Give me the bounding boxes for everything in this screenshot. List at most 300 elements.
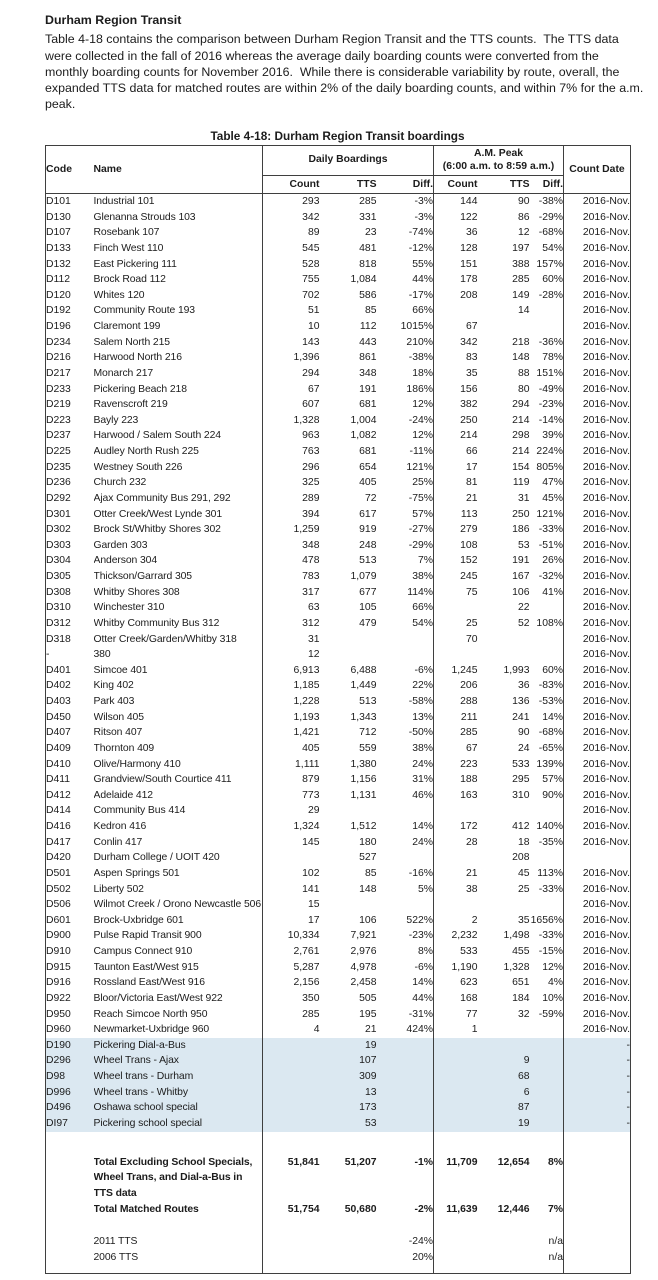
cell-name: Olive/Harmony 410 — [93, 758, 181, 770]
cell-count-date: 2016-Nov. — [564, 710, 631, 726]
cell-am-tts: 106 — [512, 586, 530, 598]
cell-daily-count: 317 — [263, 585, 320, 601]
cell-count-date: 2016-Nov. — [564, 319, 631, 335]
table-body — [46, 194, 631, 1274]
cell-name: Simcoe 401 — [93, 664, 148, 676]
cell-count-date: 2016-Nov. — [564, 757, 631, 773]
col-header-daily-tts: TTS — [320, 176, 377, 194]
cell-name: 2011 TTS — [93, 1236, 138, 1247]
cell-am-tts: 1,993 — [503, 664, 530, 676]
cell-name: Harwood North 216 — [93, 352, 182, 364]
cell-daily-count: 296 — [263, 460, 320, 476]
cell-am-diff: -28% — [538, 289, 563, 301]
cell-am-tts: 68 — [478, 1069, 530, 1085]
cell-am-count — [434, 1132, 478, 1154]
cell-name — [94, 1265, 263, 1274]
cell-daily-tts: 107 — [320, 1053, 377, 1069]
cell-am-diff — [530, 850, 564, 866]
cell-am-tts: 88 — [517, 367, 530, 379]
cell-name: Wilson 405 — [93, 711, 144, 723]
cell-count-date: - — [564, 1053, 631, 1069]
table-row — [46, 288, 631, 304]
cell-count-date: 2016-Nov. — [564, 507, 631, 523]
cell-daily-tts: 248 — [359, 539, 377, 551]
cell-count-date: 2016-Nov. — [564, 475, 631, 491]
col-header-name: Name — [94, 146, 263, 194]
cell-daily-diff: 7% — [417, 555, 433, 567]
cell-count-date: - — [564, 1116, 631, 1132]
cell-count-date: 2016-Nov. — [564, 788, 631, 804]
cell-am-count: 70 — [434, 632, 478, 648]
cell-am-diff: -65% — [538, 742, 563, 754]
cell-name: Wilmot Creek / Orono Newcastle 506 — [93, 899, 262, 911]
cell-daily-tts: 1,131 — [350, 789, 377, 801]
cell-am-tts: 149 — [512, 289, 530, 301]
cell-daily-count — [263, 1132, 320, 1154]
cell-count-date: 2016-Nov. — [564, 678, 631, 694]
cell-daily-tts: 4,978 — [350, 961, 377, 973]
cell-am-tts: 295 — [512, 774, 530, 786]
table-row — [46, 257, 631, 273]
cell-count-date: 2016-Nov. — [564, 366, 631, 382]
cell-daily-diff: 210% — [406, 336, 433, 348]
cell-daily-tts: 7,921 — [350, 930, 377, 942]
cell-am-diff: 60% — [542, 664, 563, 676]
cell-daily-count: 102 — [263, 866, 320, 882]
cell-count-date: 2016-Nov. — [564, 553, 631, 569]
cell-daily-tts: 6,488 — [350, 664, 377, 676]
cell-count-date: 2016-Nov. — [564, 428, 631, 444]
cell-daily-diff: -6% — [414, 664, 433, 676]
cell-am-count: 1,190 — [434, 960, 478, 976]
cell-am-diff: 139% — [536, 758, 563, 770]
cell-am-tts: 90 — [517, 727, 530, 739]
cell-am-diff: 60% — [542, 274, 563, 286]
cell-am-count: 172 — [434, 819, 478, 835]
cell-am-tts: 90 — [517, 196, 530, 207]
table-row — [46, 241, 631, 257]
cell-am-diff — [530, 1022, 564, 1038]
cell-daily-diff: -17% — [408, 289, 433, 301]
cell-am-diff: -29% — [538, 211, 563, 223]
cell-daily-tts: 861 — [359, 352, 377, 364]
table-row — [46, 491, 631, 507]
cell-am-diff: 1656% — [530, 914, 563, 926]
cell-am-tts: 19 — [478, 1116, 530, 1132]
cell-daily-tts: 1,343 — [350, 711, 377, 723]
cell-am-diff: -15% — [538, 946, 563, 957]
cell-daily-tts — [320, 1234, 377, 1250]
cell-count-date: 2016-Nov. — [564, 616, 631, 632]
cell-am-tts: 294 — [512, 399, 530, 411]
cell-name — [94, 1218, 263, 1234]
cell-daily-count: 2,156 — [263, 975, 320, 991]
cell-daily-diff: 5% — [417, 883, 433, 895]
table-row — [46, 991, 631, 1007]
cell-name: Otter Creek/Garden/Whitby 318 — [93, 633, 237, 645]
table-row — [46, 460, 631, 476]
cell-code: D996 — [46, 1085, 94, 1101]
cell-am-diff: -33% — [538, 883, 563, 895]
cell-am-tts: 250 — [512, 508, 530, 520]
cell-am-diff: 4% — [547, 977, 563, 989]
cell-code: D502 — [46, 883, 71, 895]
cell-code: D318 — [46, 633, 71, 645]
cell-daily-diff: -23% — [408, 930, 433, 942]
cell-am-count: 623 — [434, 975, 478, 991]
cell-count-date: 2016-Nov. — [564, 569, 631, 585]
cell-am-count: 28 — [434, 835, 478, 851]
cell-count-date — [564, 850, 631, 866]
cell-am-tts: 87 — [478, 1100, 530, 1116]
cell-am-tts: 184 — [512, 992, 530, 1004]
cell-am-diff — [530, 1116, 564, 1132]
cell-am-diff: -38% — [538, 196, 563, 207]
cell-am-count: 17 — [434, 460, 478, 476]
cell-daily-diff — [377, 1038, 434, 1054]
cell-code: D403 — [46, 696, 71, 707]
cell-daily-diff: 12% — [412, 430, 433, 442]
cell-am-diff: 8% — [547, 1156, 563, 1168]
cell-am-diff: 7% — [547, 1204, 563, 1216]
cell-daily-count: 12 — [263, 647, 320, 663]
cell-name: Kedron 416 — [93, 821, 147, 832]
cell-am-tts — [478, 1132, 530, 1154]
am-peak-timespan: (6:00 a.m. to 8:59 a.m.) — [442, 160, 555, 172]
cell-daily-tts: 405 — [359, 477, 377, 489]
cell-daily-tts: 309 — [320, 1069, 377, 1085]
cell-daily-count: 342 — [263, 210, 320, 226]
cell-count-date: 2016-Nov. — [564, 741, 631, 757]
cell-daily-diff: -58% — [408, 696, 433, 707]
cell-count-date: 2016-Nov. — [564, 647, 631, 663]
table-row — [46, 1038, 631, 1054]
cell-code: D216 — [46, 352, 71, 364]
cell-am-count — [434, 1038, 478, 1054]
cell-am-tts: 412 — [512, 821, 530, 832]
cell-daily-count: 285 — [263, 1007, 320, 1023]
table-row — [46, 319, 631, 335]
cell-am-diff: 108% — [536, 617, 563, 629]
cell-daily-tts: 654 — [359, 461, 377, 473]
cell-daily-diff: 114% — [407, 586, 433, 598]
cell-daily-tts: 148 — [359, 883, 377, 895]
cell-daily-tts: 505 — [359, 992, 377, 1004]
cell-code: D450 — [46, 711, 71, 723]
cell-daily-count: 289 — [263, 491, 320, 507]
cell-code — [46, 1265, 94, 1274]
cell-daily-tts: 559 — [359, 742, 377, 754]
cell-am-diff: 47% — [542, 477, 563, 489]
cell-am-count: 2 — [434, 913, 478, 929]
cell-code: D915 — [46, 961, 71, 973]
cell-daily-count: 1,193 — [263, 710, 320, 726]
cell-code: D101 — [46, 196, 71, 207]
cell-count-date: 2016-Nov. — [564, 772, 631, 788]
cell-name: Total Matched Routes — [93, 1204, 199, 1216]
cell-am-diff — [530, 647, 564, 663]
cell-am-count — [434, 1085, 478, 1101]
cell-am-count: 285 — [434, 725, 478, 741]
cell-daily-count: 1,185 — [263, 678, 320, 694]
cell-daily-diff: -2% — [414, 1204, 433, 1216]
cell-count-date — [564, 1250, 631, 1266]
cell-count-date: 2016-Nov. — [564, 882, 631, 898]
table-row — [46, 428, 631, 444]
cell-code: D409 — [46, 742, 71, 754]
cell-daily-diff: 38% — [412, 742, 433, 754]
cell-count-date: 2016-Nov. — [564, 288, 631, 304]
cell-code: D308 — [46, 586, 71, 598]
cell-daily-tts — [320, 1132, 377, 1154]
cell-count-date: 2016-Nov. — [564, 413, 631, 429]
cell-daily-diff: 1015% — [400, 321, 433, 332]
cell-daily-count: 4 — [263, 1022, 320, 1038]
cell-daily-count: 2,761 — [263, 944, 320, 960]
cell-daily-tts: 13 — [320, 1085, 377, 1101]
cell-am-diff: -53% — [538, 696, 563, 707]
cell-daily-count: 143 — [263, 335, 320, 351]
cell-name: Whites 120 — [93, 289, 145, 301]
cell-name: Wheel trans - Durham — [94, 1069, 263, 1085]
cell-daily-tts: 21 — [364, 1024, 377, 1036]
table-row — [46, 694, 631, 710]
table-row — [46, 944, 631, 960]
cell-daily-tts — [320, 1250, 377, 1266]
cell-name: Rosebank 107 — [93, 227, 160, 239]
cell-daily-count: 1,328 — [263, 413, 320, 429]
cell-daily-diff: 522% — [406, 914, 433, 926]
cell-daily-diff: 66% — [412, 602, 433, 614]
cell-am-diff: -68% — [538, 227, 563, 239]
cell-am-count: 245 — [434, 569, 478, 585]
cell-am-diff — [530, 1069, 564, 1085]
cell-daily-count: 528 — [263, 257, 320, 273]
table-row — [46, 1007, 631, 1023]
cell-am-count: 342 — [434, 335, 478, 351]
cell-daily-diff — [377, 632, 434, 648]
cell-name: Grandview/South Courtice 411 — [93, 774, 232, 786]
cell-count-date: 2016-Nov. — [564, 210, 631, 226]
cell-am-tts: 32 — [517, 1008, 530, 1020]
cell-name: Pickering school special — [94, 1116, 263, 1132]
cell-daily-tts: 681 — [359, 446, 377, 457]
cell-count-date: 2016-Nov. — [564, 913, 631, 929]
cell-daily-diff: -31% — [408, 1008, 433, 1020]
cell-daily-count: 1,396 — [263, 350, 320, 366]
cell-code: D420 — [46, 852, 71, 864]
cell-am-diff: 805% — [536, 461, 563, 473]
cell-daily-count: 293 — [263, 194, 320, 210]
cell-name: Finch West 110 — [93, 242, 164, 254]
cell-daily-count: 31 — [263, 632, 320, 648]
table-row — [46, 616, 631, 632]
cell-daily-tts: 331 — [359, 211, 377, 223]
cell-am-tts: 298 — [512, 430, 530, 442]
cell-daily-count: 702 — [263, 288, 320, 304]
cell-am-diff: 39% — [542, 430, 563, 442]
cell-code: D130 — [46, 211, 71, 223]
cell-daily-diff — [377, 1100, 434, 1116]
table-row — [46, 366, 631, 382]
cell-name: Bloor/Victoria East/West 922 — [93, 992, 223, 1004]
cell-daily-count: 879 — [263, 772, 320, 788]
cell-name: Audley North Rush 225 — [93, 446, 199, 457]
table-row — [46, 928, 631, 944]
cell-am-count: 250 — [434, 413, 478, 429]
cell-count-date: 2016-Nov. — [564, 725, 631, 741]
cell-count-date: 2016-Nov. — [564, 272, 631, 288]
cell-am-count — [434, 1053, 478, 1069]
cell-name: Whitby Community Bus 312 — [93, 617, 220, 629]
spacer-row — [46, 1218, 631, 1234]
cell-daily-count: 545 — [263, 241, 320, 257]
cell-daily-count — [263, 1265, 320, 1274]
cell-daily-diff: -6% — [414, 961, 433, 973]
cell-am-count: 206 — [434, 678, 478, 694]
cell-name: Total Excluding School Specials, Wheel Trans, and Dial-a-Bus in TTS data — [93, 1156, 253, 1199]
cell-am-tts: 218 — [512, 336, 530, 348]
cell-am-count — [434, 647, 478, 663]
cell-am-tts: 9 — [478, 1053, 530, 1069]
cell-am-count: 382 — [434, 397, 478, 413]
cell-daily-diff: 186% — [406, 383, 433, 395]
cell-count-date: 2016-Nov. — [564, 241, 631, 257]
cell-code — [46, 1234, 94, 1250]
cell-daily-diff: 14% — [412, 821, 433, 832]
cell-count-date: 2016-Nov. — [564, 460, 631, 476]
cell-code: D98 — [46, 1069, 94, 1085]
cell-daily-count: 10,334 — [263, 928, 320, 944]
cell-am-tts: 52 — [517, 617, 530, 629]
cell-name: Reach Simcoe North 950 — [93, 1008, 208, 1020]
cell-name: Glenanna Strouds 103 — [93, 211, 196, 223]
cell-name: Pickering Dial-a-Bus — [94, 1038, 263, 1054]
cell-code: D303 — [46, 539, 71, 551]
cell-am-count: 1 — [434, 1022, 478, 1038]
cell-code: D217 — [46, 367, 71, 379]
cell-am-count: 168 — [434, 991, 478, 1007]
cell-daily-diff: 121% — [406, 461, 433, 473]
cell-daily-count — [263, 1100, 320, 1116]
cell-am-tts: 310 — [512, 789, 530, 801]
cell-daily-count: 478 — [263, 553, 320, 569]
cell-daily-tts — [320, 897, 377, 913]
table-row — [46, 1201, 631, 1218]
cell-count-date: 2016-Nov. — [564, 382, 631, 398]
cell-daily-count: 15 — [263, 897, 320, 913]
cell-code: D922 — [46, 992, 71, 1004]
cell-daily-diff: -75% — [408, 492, 433, 504]
cell-daily-diff: -29% — [408, 539, 433, 551]
cell-am-count — [434, 1234, 478, 1250]
col-group-daily-boardings: Daily Boardings — [263, 146, 434, 176]
table-row — [46, 272, 631, 288]
cell-name: Wheel Trans - Ajax — [94, 1053, 263, 1069]
cell-am-tts: 36 — [517, 680, 530, 692]
cell-daily-count: 145 — [263, 835, 320, 851]
table-row — [46, 413, 631, 429]
cell-code: D410 — [46, 758, 71, 770]
cell-am-count: 113 — [434, 507, 478, 523]
cell-name: Church 232 — [93, 477, 147, 489]
cell-code: D312 — [46, 617, 71, 629]
cell-am-diff: 113% — [537, 867, 563, 879]
cell-am-tts: 53 — [517, 539, 530, 551]
cell-name: Ajax Community Bus 291, 292 — [93, 492, 231, 504]
table-row — [46, 850, 631, 866]
cell-daily-diff: -16% — [408, 867, 433, 879]
table-row — [46, 1085, 631, 1101]
cell-daily-diff: 38% — [412, 571, 433, 582]
cell-daily-diff: 44% — [412, 992, 433, 1004]
cell-am-diff: -14% — [538, 414, 563, 426]
cell-am-count: 67 — [434, 741, 478, 757]
cell-name: Ritson 407 — [93, 727, 143, 739]
cell-daily-tts: 1,004 — [350, 414, 377, 426]
cell-daily-count: 29 — [263, 803, 320, 819]
cell-count-date: 2016-Nov. — [564, 991, 631, 1007]
spacer-row — [46, 1265, 631, 1274]
cell-daily-tts: 51,207 — [344, 1156, 377, 1168]
cell-am-count: 1,245 — [434, 663, 478, 679]
cell-code: D133 — [46, 242, 71, 254]
cell-count-date: 2016-Nov. — [564, 350, 631, 366]
cell-count-date: 2016-Nov. — [564, 928, 631, 944]
cell-daily-count: 63 — [263, 600, 320, 616]
cell-code: D960 — [46, 1024, 71, 1036]
cell-am-tts: 31 — [517, 492, 530, 504]
table-row — [46, 194, 631, 210]
cell-am-tts — [478, 632, 530, 648]
col-header-daily-count: Count — [263, 176, 320, 194]
table-row — [46, 522, 631, 538]
cell-daily-tts: 1,449 — [350, 680, 377, 692]
cell-am-count: 144 — [434, 194, 478, 210]
cell-name: Otter Creek/West Lynde 301 — [93, 508, 223, 520]
cell-daily-diff: 12% — [412, 399, 433, 411]
cell-daily-count — [263, 1038, 320, 1054]
table-row — [46, 335, 631, 351]
cell-code: D416 — [46, 821, 71, 832]
cell-daily-diff: 46% — [412, 789, 433, 801]
col-header-code: Code — [46, 146, 94, 194]
cell-count-date: 2016-Nov. — [564, 803, 631, 819]
cell-count-date — [564, 1154, 631, 1202]
table-row — [46, 788, 631, 804]
cell-code: D292 — [46, 492, 71, 504]
table-row — [46, 897, 631, 913]
cell-code: D196 — [46, 321, 71, 332]
cell-code — [46, 1250, 94, 1266]
col-header-count-date: Count Date — [564, 146, 631, 194]
cell-am-tts: 136 — [512, 696, 530, 707]
cell-daily-tts: 1,079 — [350, 571, 377, 582]
col-header-am-count: Count — [434, 176, 478, 194]
cell-name: 380 — [93, 649, 111, 661]
table-row — [46, 1100, 631, 1116]
cell-am-count: 279 — [434, 522, 478, 538]
cell-daily-count — [263, 850, 320, 866]
cell-am-diff: -83% — [538, 680, 563, 692]
cell-am-tts — [478, 1022, 530, 1038]
cell-code: D417 — [46, 836, 71, 848]
cell-name: Whitby Shores 308 — [93, 586, 180, 598]
cell-daily-count — [263, 1234, 320, 1250]
cell-daily-diff: 24% — [412, 758, 433, 770]
cell-code: D412 — [46, 789, 71, 801]
cell-daily-diff: 44% — [412, 274, 433, 286]
